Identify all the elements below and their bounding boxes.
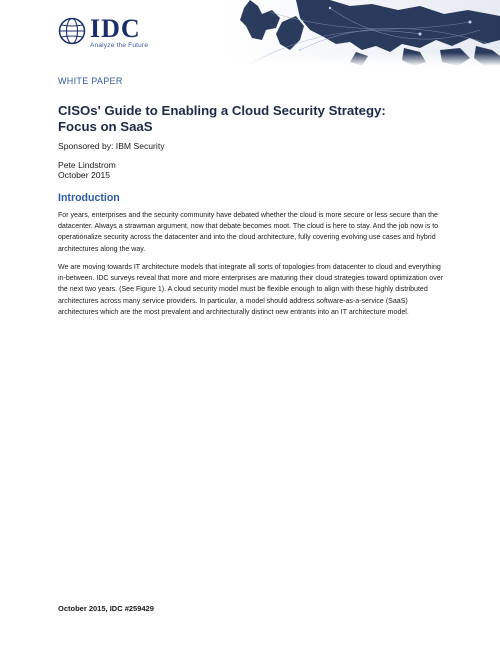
globe-icon <box>58 17 86 45</box>
logo-tagline: Analyze the Future <box>90 42 149 49</box>
logo-wordmark: IDC <box>90 14 141 43</box>
document-title <box>58 103 418 135</box>
document-title-line2: Focus on SaaS <box>58 119 153 134</box>
sponsor-line: Sponsored by: IBM Security <box>58 141 165 151</box>
author-name: Pete Lindstrom <box>58 160 116 170</box>
intro-paragraph-2: We are moving towards IT architecture models that integrate all sorts of topologies from datacenter to cloud and everything in-between. IDC surveys reveal that more and more enterprises are maturing their cloud strategies toward optimization over the next two years. (See Figure 1). A cloud security model must be flexible enough to align with these highly distributed architectures across many service providers. In particular, a model should address software-as-a-service (SaaS) architectures which are the most prevalent and architecturally distinct new entrants into an IT architecture model. <box>58 264 444 316</box>
idc-logo <box>58 14 149 49</box>
document-type-label: WHITE PAPER <box>58 76 123 86</box>
section-heading-introduction: Introduction <box>58 192 120 204</box>
document-title-line1: CISOs' Guide to Enabling a Cloud Security Strategy: <box>58 103 386 118</box>
footer-document-id: October 2015, IDC #259429 <box>58 604 154 613</box>
intro-paragraph-1: For years, enterprises and the security community have debated whether the cloud is more secure or less secure than the datacenter. Always a strawman argument, now that debate becomes moot. The cloud is here to stay. And the job now is to operationalize security across the datacenter and into the cloud architecture, fully covering evolving use cases and hybrid architectures along the way. <box>58 212 439 253</box>
publication-date: October 2015 <box>58 170 111 180</box>
